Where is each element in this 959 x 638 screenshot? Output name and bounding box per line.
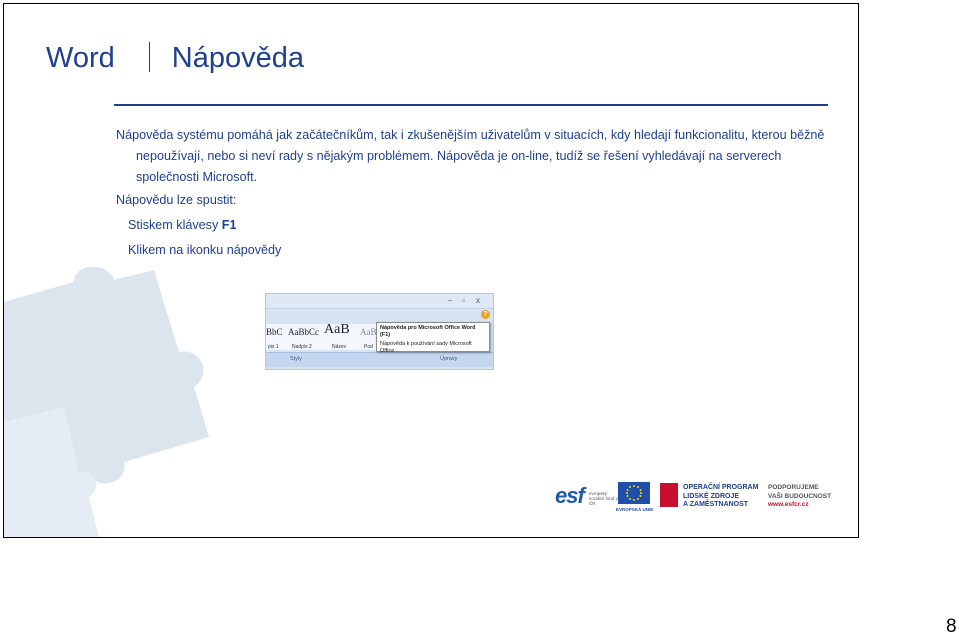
esf-logo: esf bbox=[555, 483, 584, 508]
minimize-icon: – bbox=[448, 296, 453, 305]
word-ribbon-screenshot bbox=[265, 293, 494, 370]
help-icon[interactable]: ? bbox=[481, 310, 490, 319]
list-item-icon: Klikem na ikonku nápovědy bbox=[128, 243, 282, 257]
slide bbox=[3, 3, 859, 538]
esf-logo-bar bbox=[555, 480, 835, 518]
slide-title bbox=[46, 42, 304, 75]
style-label: Nadpis 2 bbox=[292, 344, 312, 350]
esf-subtitle: evropský sociální fond v ČR bbox=[589, 491, 618, 506]
tooltip-body: Nápověda k používání sady Microsoft Office bbox=[380, 341, 472, 354]
style-sample: BbC bbox=[266, 327, 283, 337]
style-sample: AaB bbox=[360, 327, 377, 337]
title-help: Nápověda bbox=[171, 42, 304, 74]
style-sample: AaB bbox=[324, 322, 350, 337]
esf-url: www.esfcr.cz bbox=[768, 501, 809, 508]
style-label: pis 1 bbox=[268, 344, 279, 350]
title-word: Word bbox=[46, 42, 115, 74]
op-text: OPERAČNÍ PROGRAM LIDSKÉ ZDROJE A ZAMĚSTNANOST bbox=[683, 484, 759, 508]
restore-icon: ▫ bbox=[462, 296, 465, 305]
puzzle-graphic bbox=[4, 262, 264, 538]
style-sample: AaBbCc bbox=[288, 327, 319, 337]
group-styles-label: Styly bbox=[290, 356, 302, 362]
title-separator bbox=[149, 42, 150, 72]
list-item-f1: Stiskem klávesy F1 bbox=[128, 218, 237, 232]
launch-intro: Nápovědu lze spustit: bbox=[116, 193, 237, 207]
help-tooltip bbox=[376, 322, 490, 352]
title-rule bbox=[114, 104, 828, 106]
styles-gallery bbox=[266, 324, 378, 350]
intro-paragraph: Nápověda systému pomáhá jak začátečníkům, tak i zkušenějším uživatelům v situacích, kdy hledají funkcionalitu, kterou běžně nepoužívají, nebo si neví rady s nějakým problémem. Nápověda je on-line, tudíž se řešení vyhledávají na serverech společnosti Microsoft. bbox=[116, 128, 825, 184]
title-bar bbox=[266, 294, 493, 309]
support-text: PODPORUJEME VAŠI BUDOUCNOST www.esfcr.cz bbox=[768, 484, 832, 508]
tooltip-title: Nápověda pro Microsoft Office Word (F1) bbox=[380, 325, 476, 338]
f1-key: F1 bbox=[221, 218, 237, 232]
eu-flag-icon bbox=[618, 482, 650, 504]
style-label: Název bbox=[332, 344, 347, 350]
style-label: Pod bbox=[364, 344, 373, 350]
eu-label: EVROPSKÁ UNIE bbox=[616, 507, 654, 512]
group-editing-label: Úpravy bbox=[440, 356, 458, 362]
op-logo-icon bbox=[660, 483, 678, 507]
page-number: 8 bbox=[946, 616, 957, 637]
body-text bbox=[116, 125, 836, 261]
close-icon: x bbox=[476, 296, 480, 305]
